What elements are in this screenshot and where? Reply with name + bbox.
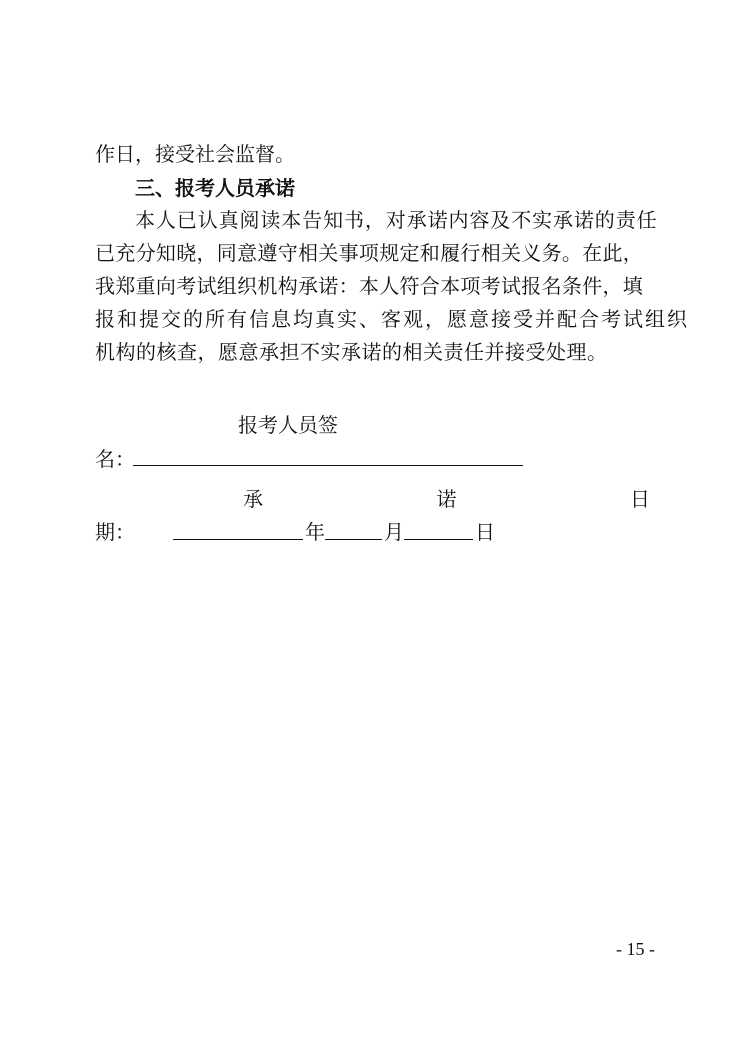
day-blank-line[interactable] (404, 539, 473, 540)
signature-line[interactable] (133, 465, 523, 466)
date-label-char-2: 诺 (436, 487, 457, 511)
date-label-end: 期： (95, 520, 135, 544)
year-unit: 年 (305, 520, 325, 544)
section-heading: 三、报考人员承诺 (135, 176, 295, 200)
year-blank-line[interactable] (173, 539, 303, 540)
day-unit: 日 (475, 520, 495, 544)
paragraph-line-3: 我郑重向考试组织机构承诺：本人符合本项考试报名条件，填 (95, 274, 644, 298)
month-unit: 月 (384, 520, 404, 544)
month-blank-line[interactable] (325, 539, 382, 540)
paragraph-line-4: 报和提交的所有信息均真实、客观，愿意接受并配合考试组织 (95, 307, 689, 331)
paragraph-line-2: 已充分知晓，同意遵守相关事项规定和履行相关义务。在此， (95, 241, 644, 265)
continuation-line: 作日，接受社会监督。 (95, 142, 295, 166)
paragraph-line-5: 机构的核查，愿意承担不实承诺的相关责任并接受处理。 (95, 340, 608, 364)
date-label-char-1: 承 (243, 487, 263, 511)
paragraph-line-1: 本人已认真阅读本告知书，对承诺内容及不实承诺的责任 (135, 208, 658, 232)
signature-label-end: 名： (95, 447, 135, 471)
signature-label: 报考人员签 (238, 413, 338, 437)
date-label-char-3: 日 (630, 487, 650, 511)
date-label-spread (243, 487, 650, 511)
page-number: - 15 - (616, 939, 655, 959)
